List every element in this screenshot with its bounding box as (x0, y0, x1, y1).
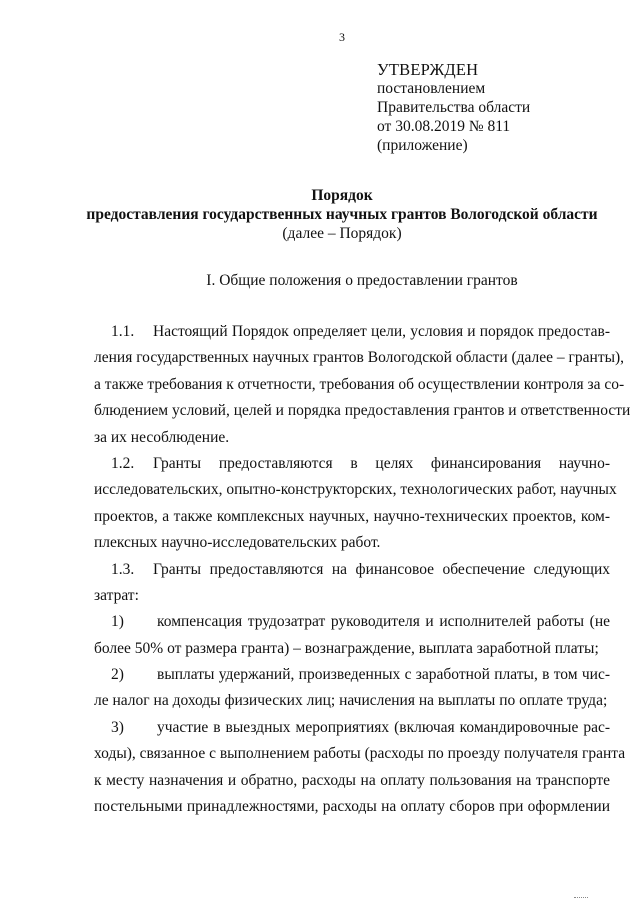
title-line: предоставления государственных научных грантов Вологодской области (86, 206, 598, 223)
paragraph-line (94, 451, 610, 477)
list-item-line: постельными принадлежностями, расходы на оплату сборов при оформлении (94, 798, 610, 816)
section-heading: I. Общие положения о предоставлении грантов (206, 272, 518, 289)
document-title (60, 186, 624, 243)
paragraph-number: 1.2. (111, 454, 135, 472)
paragraph-line: затрат: (94, 586, 139, 604)
list-item-line (94, 662, 610, 688)
list-item-line (94, 715, 610, 741)
list-item-number: 2) (111, 666, 124, 684)
approval-date-number: от 30.08.2019 № 811 (377, 118, 511, 135)
document-body (94, 319, 631, 820)
scan-mark (574, 897, 588, 901)
paragraph-number: 1.1. (111, 323, 135, 340)
paragraph-line (94, 319, 610, 345)
approval-title: УТВЕРЖДЕН (377, 60, 479, 79)
list-item-line: к месту назначения и обратно, расходы на оплату пользования на транспорте (94, 771, 610, 789)
page-number: 3 (339, 30, 345, 44)
list-item-line (94, 609, 610, 635)
paragraph-text: Гранты предоставляются на финансовое обеспечение следующих (153, 560, 610, 578)
list-item-text: участие в выездных мероприятиях (включая командировочные рас- (157, 718, 610, 736)
paragraph-text: Настоящий Порядок определяет цели, условия и порядок предостав- (153, 323, 610, 340)
list-item-number: 1) (111, 613, 124, 631)
paragraph-line: исследовательских, опытно-конструкторских, технологических работ, научных (94, 481, 617, 499)
paragraph-line: блюдением условий, целей и порядка предоставления грантов и ответственности (94, 402, 631, 420)
list-item-line: более 50% от размера гранта) – вознаграждение, выплата заработной платы; (94, 639, 599, 657)
approval-line: постановлением (377, 80, 486, 97)
list-item-line: ле налог на доходы физических лиц; начисления на выплаты по оплате труда; (94, 692, 608, 710)
paragraph-line (94, 557, 610, 583)
list-item-text: выплаты удержаний, произведенных с заработной платы, в том чис- (157, 666, 610, 684)
approval-line: Правительства области (377, 99, 531, 116)
title-note: (далее – Порядок) (282, 225, 402, 242)
paragraph-text: Гранты предоставляются в целях финансирования научно- (153, 454, 610, 472)
list-item-text: компенсация трудозатрат руководителя и исполнителей работы (не (157, 613, 610, 631)
title-line: Порядок (311, 187, 373, 204)
list-item-line: ходы), связанное с выполнением работы (расходы по проезду получателя гранта (94, 745, 626, 763)
paragraph-line: проектов, а также комплексных научных, научно-технических проектов, ком- (94, 507, 610, 525)
paragraph-line: за их несоблюдение. (94, 428, 230, 446)
paragraph-line: ления государственных научных грантов Вологодской области (далее – гранты), (94, 349, 625, 367)
list-item-number: 3) (111, 718, 124, 736)
approval-stamp (377, 60, 530, 155)
approval-note: (приложение) (377, 137, 468, 154)
paragraph-line: плексных научно-исследовательских работ. (94, 534, 381, 552)
paragraph-line: а также требования к отчетности, требования об осуществлении контроля за со- (94, 375, 625, 393)
paragraph-number: 1.3. (111, 560, 135, 578)
